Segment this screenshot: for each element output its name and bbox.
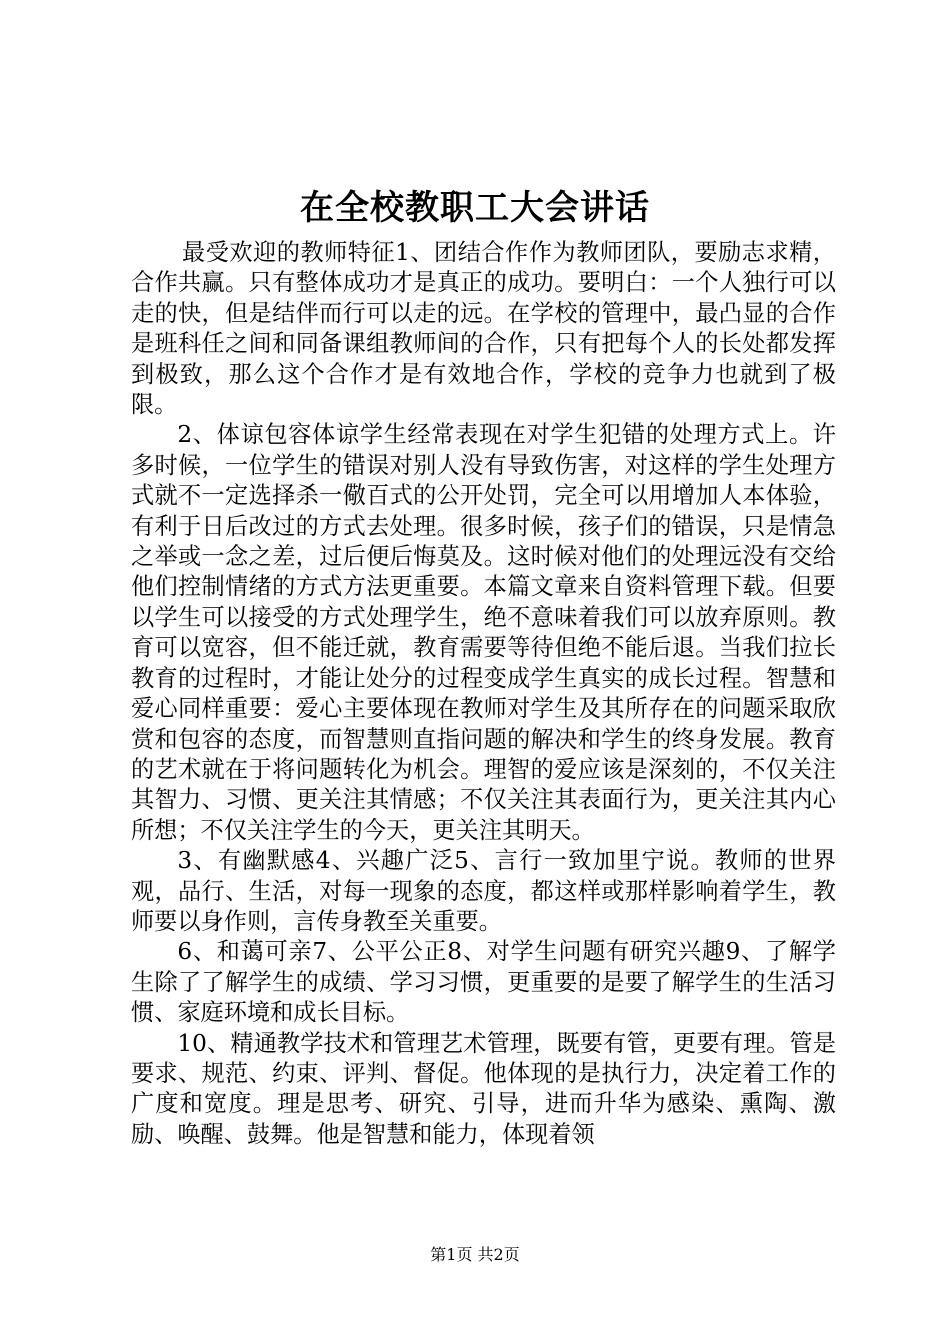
paragraph-2: 2、体谅包容体谅学生经常表现在对学生犯错的处理方式上。许多时候，一位学生的错误对别人没有导致伤害，对这样的学生处理方式就不一定选择杀一儆百式的公开处罚，完全可以用增加人本体验，有利于日后改过的方式去处理。很多时候，孩子们的错误，只是情急之举或一念之差，过后便后悔莫及。这时候对他们的处理远没有交给他们控制情绪的方式方法更重要。本篇文章来自资料管理下载。但要以学生可以接受的方式处理学生，绝不意味着我们可以放弃原则。教育可以宽容，但不能迁就，教育需要等待但绝不能后退。当我们拉长教育的过程时，才能让处分的过程变成学生真实的成长过程。智慧和爱心同样重要：爱心主要体现在教师对学生及其所存在的问题采取欣赏和包容的态度，而智慧则直指问题的解决和学生的终身发展。教育的艺术就在于将问题转化为机会。理智的爱应该是深刻的，不仅关注其智力、习惯、更关注其情感；不仅关注其表面行为，更关注其内心所想；不仅关注学生的今天，更关注其明天。	[131, 421, 836, 844]
paragraph-1: 最受欢迎的教师特征1、团结合作作为教师团队，要励志求精，合作共赢。只有整体成功才是真正的成功。要明白：一个人独行可以走的快，但是结伴而行可以走的远。在学校的管理中，最凸显的合作是班科任之间和同备课组教师间的合作，只有把每个人的长处都发挥到极致，那么这个合作才是有效地合作，学校的竞争力也就到了极限。	[131, 239, 836, 419]
paragraph-5: 10、精通教学技术和管理艺术管理，既要有管，更要有理。管是要求、规范、约束、评判、督促。他体现的是执行力，决定着工作的广度和宽度。理是思考、研究、引导，进而升华为感染、熏陶、激励、唤醒、鼓舞。他是智慧和能力，体现着领	[131, 1029, 836, 1148]
paragraph-4: 6、和蔼可亲7、公平公正8、对学生问题有研究兴趣9、了解学生除了了解学生的成绩、学习习惯，更重要的是要了解学生的生活习惯、家庭环境和成长目标。	[131, 938, 836, 1027]
document-title: 在全校教职工大会讲话	[300, 188, 650, 228]
document-body	[131, 238, 836, 1150]
page-footer: 第1页 共2页	[430, 1245, 520, 1264]
paragraph-3: 3、有幽默感4、兴趣广泛5、言行一致加里宁说。教师的世界观，品行、生活，对每一现象的态度，都这样或那样影响着学生，教师要以身作则，言传身教至关重要。	[131, 847, 836, 935]
